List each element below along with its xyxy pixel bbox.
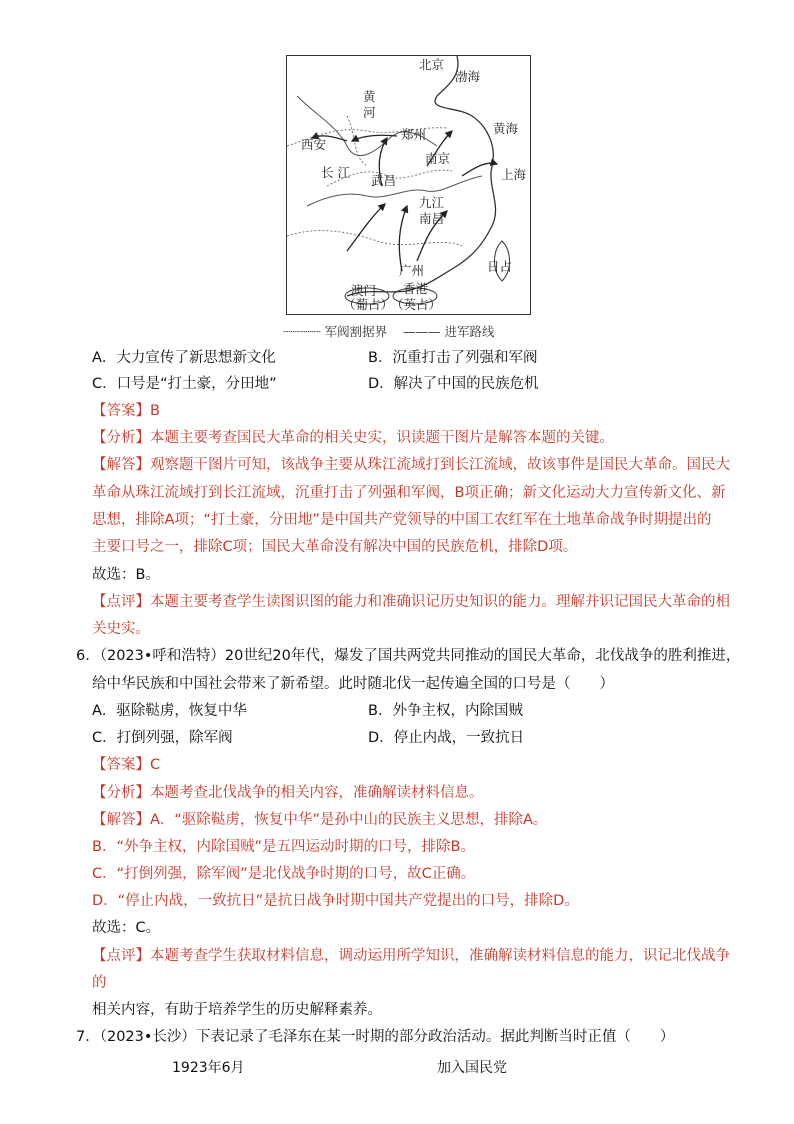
legend-border-label: 军阀割据界 bbox=[324, 324, 388, 339]
label-bohai: 渤海 bbox=[455, 69, 481, 84]
q6-solution-line-3: C．“打倒列强，除军阀”是北伐战争时期的口号，故C正确。 bbox=[92, 866, 476, 882]
q6-analysis: 【分析】本题考查北伐战争的相关内容，准确解读材料信息。 bbox=[92, 785, 484, 801]
q7-table-date: 1923年6月 bbox=[172, 1060, 245, 1076]
q6-comment-line-1: 【点评】本题考查学生获取材料信息，调动运用所学知识，准确解读材料信息的能力，识记北伐战争 bbox=[92, 948, 730, 964]
q5-comment-line-1: 【点评】本题主要考查学生读图识图的能力和准确识记历史知识的能力。理解并识记国民大革命的相 bbox=[92, 594, 730, 610]
label-aomen: 澳门 bbox=[351, 283, 377, 298]
q5-option-b: B．沉重打击了列强和军阀 bbox=[368, 350, 538, 366]
label-xian: 西安 bbox=[301, 137, 327, 152]
map-legend bbox=[283, 322, 495, 340]
q5-option-a: A．大力宣传了新思想新文化 bbox=[92, 350, 276, 366]
q6-choose: 故选：C。 bbox=[92, 920, 161, 936]
label-huanghe-2: 河 bbox=[363, 105, 376, 120]
label-shanghai: 上海 bbox=[501, 167, 527, 182]
q5-analysis: 【分析】本题主要考查国民大革命的相关史实，识读题干图片是解答本题的关键。 bbox=[92, 430, 614, 446]
q5-solution-line-2: 革命从珠江流域打到长江流域，沉重打击了列强和军阀，B项正确；新文化运动大力宣传新文化、新 bbox=[92, 485, 726, 501]
label-jiujiang: 九江 bbox=[419, 195, 445, 210]
q6-answer: 【答案】C bbox=[92, 757, 161, 773]
q6-solution-line-1: 【解答】A．“驱除鞑虏，恢复中华”是孙中山的民族主义思想，排除A。 bbox=[92, 812, 548, 828]
q5-option-d: D．解决了中国的民族危机 bbox=[368, 376, 539, 392]
q6-stem-line-2: 给中华民族和中国社会带来了新希望。此时随北伐一起传遍全国的口号是（ ） bbox=[92, 676, 614, 692]
q6-comment-line-2: 的 bbox=[92, 975, 107, 991]
q7-stem: 7．（2023•长沙）下表记录了毛泽东在某一时期的部分政治活动。据此判断当时正值（ ） bbox=[76, 1029, 675, 1045]
q6-option-b: B．外争主权，内除国贼 bbox=[368, 703, 523, 719]
q5-solution-line-3: 思想，排除A项；“打土豪，分田地”是中国共产党领导的中国工农红军在土地革命战争时期提出的 bbox=[92, 512, 712, 528]
label-puzhan: （葡占） bbox=[343, 297, 394, 312]
q5-answer: 【答案】B bbox=[92, 403, 160, 419]
northern-expedition-map bbox=[286, 55, 531, 315]
q6-stem-line-1: 6．（2023•呼和浩特）20世纪20年代，爆发了国共两党共同推动的国民大革命，北伐战争的胜利推进， bbox=[76, 648, 741, 664]
q5-comment-line-2: 关史实。 bbox=[92, 621, 150, 637]
q6-option-c: C．打倒列强，除军阀 bbox=[92, 730, 233, 746]
q6-option-d: D．停止内战，一致抗日 bbox=[368, 730, 525, 746]
label-yingzhan: （英占） bbox=[391, 297, 442, 312]
q6-solution-line-2: B．“外争主权，内除国贼”是五四运动时期的口号，排除B。 bbox=[92, 839, 475, 855]
label-rizhan: 日占 bbox=[487, 259, 513, 274]
label-huanghe-1: 黄 bbox=[363, 89, 376, 104]
q6-option-a: A．驱除鞑虏，恢复中华 bbox=[92, 703, 247, 719]
legend-dash-icon: ┈┈┈┈┈ bbox=[283, 324, 321, 339]
q5-choose: 故选：B。 bbox=[92, 567, 160, 583]
label-changjiang: 长 江 bbox=[321, 165, 350, 180]
label-xianggang: 香港 bbox=[403, 281, 429, 296]
q5-option-c: C．口号是“打土豪，分田地” bbox=[92, 376, 277, 392]
q6-solution-line-4: D．“停止内战，一致抗日”是抗日战争时期中国共产党提出的口号，排除D。 bbox=[92, 893, 579, 909]
label-guangzhou: 广州 bbox=[399, 263, 425, 278]
label-wuchang: 武昌 bbox=[371, 173, 397, 188]
label-nanjing: 南京 bbox=[425, 151, 451, 166]
q6-comment-line-3: 相关内容，有助于培养学生的历史解释素养。 bbox=[92, 1002, 382, 1018]
legend-route-label: 进军路线 bbox=[444, 324, 495, 339]
label-nanchang: 南昌 bbox=[419, 211, 445, 226]
q5-solution-line-1: 【解答】观察题干图片可知，该战争主要从珠江流域打到长江流域，故该事件是国民大革命。国民大 bbox=[92, 457, 730, 473]
label-huanghai: 黄海 bbox=[493, 121, 519, 136]
q5-solution-line-4: 主要口号之一，排除C项；国民大革命没有解决中国的民族危机，排除D项。 bbox=[92, 539, 578, 555]
legend-line-icon: ——— bbox=[403, 324, 441, 339]
label-zhengzhou: 郑州 bbox=[401, 127, 427, 142]
label-beijing: 北京 bbox=[419, 57, 445, 72]
q7-table-event: 加入国民党 bbox=[437, 1060, 507, 1076]
